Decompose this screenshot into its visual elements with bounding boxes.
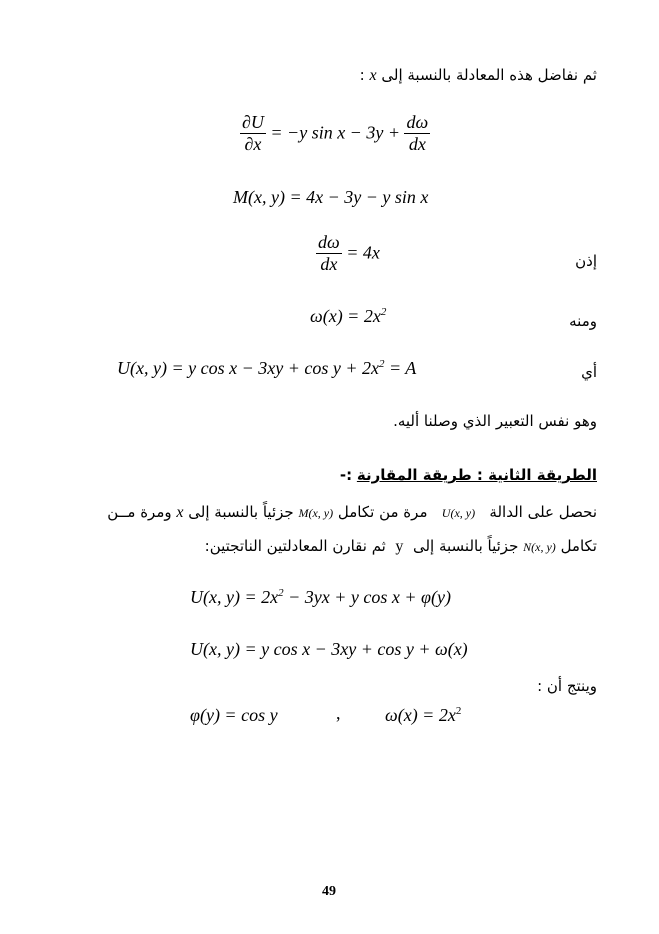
equation-rhs: = 4x xyxy=(346,242,380,263)
equation-omega xyxy=(310,306,386,327)
final-omega-base: ω(x) = 2x xyxy=(385,705,456,725)
final-comma: , xyxy=(336,703,341,723)
fraction-numerator: ∂U xyxy=(242,112,264,132)
exponent: 2 xyxy=(378,358,385,370)
equation-omega-base: ω(x) = 2x xyxy=(310,306,381,326)
intro-line xyxy=(360,66,597,85)
equation-du-dx xyxy=(240,113,430,155)
equation-middle: = −y sin x − 3y + xyxy=(270,122,400,143)
equation-u2: U(x, y) = y cos x − 3xy + cos y + ω(x) xyxy=(190,639,468,659)
para2-text-2: جزئياً بالنسبة إلى xyxy=(412,537,519,555)
fraction-denominator: ∂x xyxy=(244,133,262,154)
intro-colon: : xyxy=(359,66,365,84)
para1-text-1: نحصل على الدالة xyxy=(489,503,597,521)
equation-u-before: U(x, y) = y cos x − 3xy + cos y + 2x xyxy=(117,358,379,378)
same-expression-text: وهو نفس التعبير الذي وصلنا أليه. xyxy=(393,412,597,430)
para1-text-2: مرة من تكامل xyxy=(337,503,428,521)
para2-text-3: ثم نقارن المعادلتين الناتجتين: xyxy=(204,537,386,555)
fraction-domega-dx-2 xyxy=(316,233,342,275)
equation-u1-before: U(x, y) = 2x xyxy=(190,587,279,607)
fraction-denominator: dx xyxy=(408,133,426,154)
fraction-numerator: dω xyxy=(318,232,340,252)
exponent: 2 xyxy=(455,705,462,717)
page-number: 49 xyxy=(322,884,336,899)
result-label: وينتج أن : xyxy=(537,677,597,695)
final-phi: φ(y) = cos y xyxy=(190,705,278,725)
exponent: 2 xyxy=(380,306,387,318)
para1-text-4: ومرة مــن xyxy=(107,503,172,521)
para2-n-func: N(x, y) xyxy=(523,540,556,554)
method2-heading xyxy=(340,466,597,484)
para2-text-1: تكامل xyxy=(560,537,597,555)
fraction-denominator: dx xyxy=(320,253,338,274)
final-omega xyxy=(385,705,461,726)
equation-u1 xyxy=(190,587,451,608)
para1-m-func: M(x, y) xyxy=(298,506,334,520)
fraction-numerator: dω xyxy=(406,112,429,132)
intro-text: ثم نفاضل هذه المعادلة بالنسبة إلى xyxy=(381,66,597,84)
para1-text-3: جزئياً بالنسبة إلى xyxy=(188,503,294,521)
method2-suffix: :- xyxy=(339,466,353,484)
intro-var: x xyxy=(369,67,377,84)
equation-u-total xyxy=(117,358,416,379)
label-ie: أي xyxy=(581,363,597,381)
label-therefore: إذن xyxy=(575,252,597,270)
para2-var: y xyxy=(395,538,404,555)
paragraph-line-2 xyxy=(205,537,597,556)
equation-m: M(x, y) = 4x − 3y − y sin x xyxy=(233,187,429,207)
para1-var: x xyxy=(176,504,184,521)
equation-u-after: = A xyxy=(384,358,417,378)
equation-u1-after: − 3yx + y cos x + φ(y) xyxy=(283,587,451,607)
para1-u-func: U(x, y) xyxy=(441,506,476,520)
fraction-domega-dx xyxy=(404,113,430,155)
equation-domega-dx xyxy=(316,233,380,275)
label-hence: ومنه xyxy=(569,312,597,330)
paragraph-line-1 xyxy=(107,503,597,522)
fraction-du-dx xyxy=(240,113,266,155)
method2-title: الطريقة الثانية : طريقة المقارنة xyxy=(356,466,597,484)
exponent: 2 xyxy=(278,587,284,599)
